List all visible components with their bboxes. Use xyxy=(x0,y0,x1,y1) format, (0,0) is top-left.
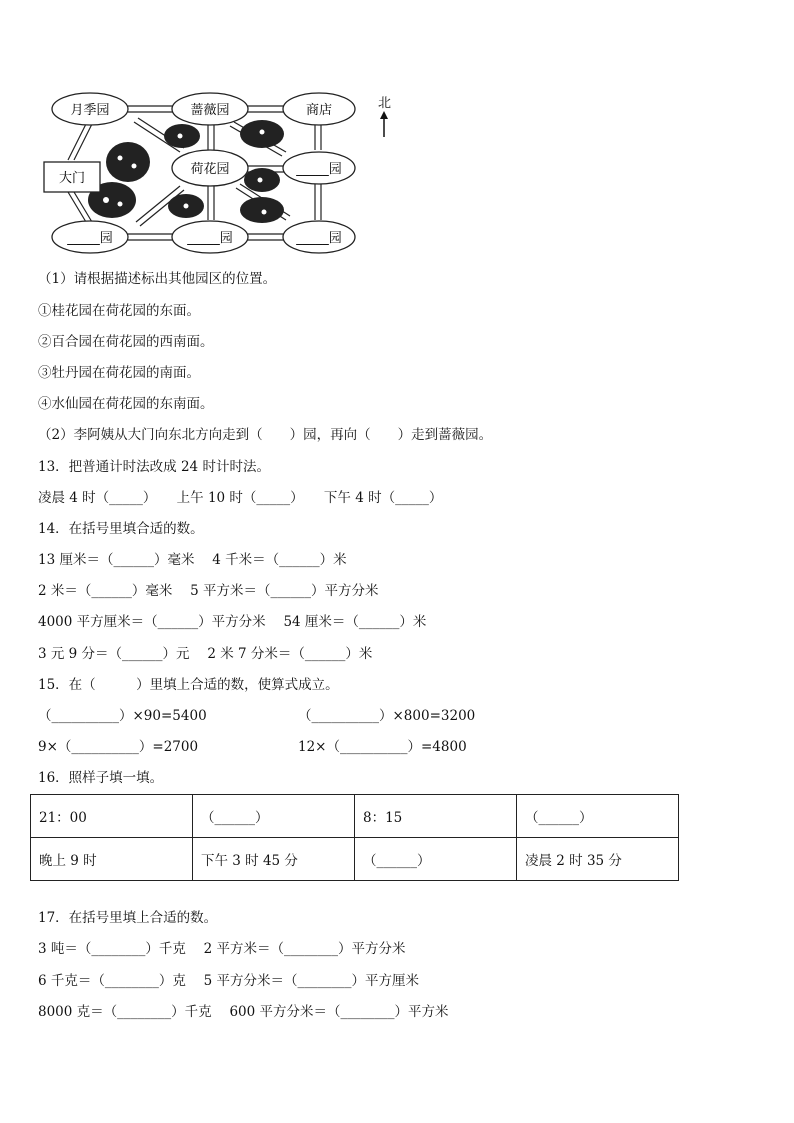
garden-shop: 商店 xyxy=(305,103,333,118)
table-cell: 21：00 xyxy=(31,795,193,838)
q17-title: 17．在括号里填上合适的数。 xyxy=(38,910,218,926)
table-row xyxy=(31,795,679,838)
garden-yueji: 月季园 xyxy=(70,103,110,118)
garden-blank-southeast: _____园 xyxy=(296,231,342,246)
table-row xyxy=(31,838,679,881)
north-label: 北 xyxy=(378,96,392,111)
table-cell: 下午 3 时 45 分 xyxy=(193,838,355,881)
q12-clue4: ④水仙园在荷花园的东南面。 xyxy=(38,396,214,412)
q12-clue3: ③牡丹园在荷花园的南面。 xyxy=(38,365,200,381)
q12-part2: （2）李阿姨从大门向东北方向走到（ ）园，再向（ ）走到蔷薇园。 xyxy=(38,427,493,443)
q17-line3: 8000 克＝（________）千克 600 平方分米＝（________）平方米 xyxy=(38,1004,449,1020)
q15-eq-c: 9×（__________）=2700 xyxy=(38,739,199,755)
garden-hehua: 荷花园 xyxy=(190,162,230,177)
q12-clue1: ①桂花园在荷花园的东面。 xyxy=(38,303,200,319)
table-cell: 晚上 9 时 xyxy=(31,838,193,881)
garden-blank-south: _____园 xyxy=(187,231,233,246)
table-cell: 凌晨 2 时 35 分 xyxy=(517,838,679,881)
q15-eq-b: （__________）×800=3200 xyxy=(298,708,476,724)
table-cell: （______） xyxy=(355,838,517,881)
table-cell: （______） xyxy=(517,795,679,838)
q14-line2: 2 米＝（______）毫米 5 平方米＝（______）平方分米 xyxy=(38,583,379,599)
q12-clue2: ②百合园在荷花园的西南面。 xyxy=(38,334,214,350)
q14-line4: 3 元 9 分＝（______）元 2 米 7 分米＝（______）米 xyxy=(38,646,373,662)
north-indicator xyxy=(378,92,391,141)
q12-part1: （1）请根据描述标出其他园区的位置。 xyxy=(38,271,277,287)
q13-title: 13．把普通计时法改成 24 时计时法。 xyxy=(38,459,270,475)
q16-table xyxy=(30,794,679,881)
q13-line: 凌晨 4 时（_____） 上午 10 时（_____） 下午 4 时（_____） xyxy=(38,490,443,506)
q14-line3: 4000 平方厘米＝（______）平方分米 54 厘米＝（______）米 xyxy=(38,614,427,630)
garden-blank-southwest: _____园 xyxy=(67,231,113,246)
q14-title: 14．在括号里填合适的数。 xyxy=(38,521,204,537)
gate-label: 大门 xyxy=(58,171,86,186)
q15-eq-d: 12×（__________）=4800 xyxy=(298,739,467,755)
q14-line1: 13 厘米＝（______）毫米 4 千米＝（______）米 xyxy=(38,552,347,568)
q15-title: 15．在（ ）里填上合适的数，使算式成立。 xyxy=(38,677,339,693)
north-arrow-icon xyxy=(378,111,390,137)
garden-blank-east: _____园 xyxy=(296,162,342,177)
table-cell: 8：15 xyxy=(355,795,517,838)
q17-line1: 3 吨＝（________）千克 2 平方米＝（________）平方分米 xyxy=(38,941,406,957)
table-cell: （______） xyxy=(193,795,355,838)
q17-line2: 6 千克＝（________）克 5 平方分米＝（________）平方厘米 xyxy=(38,973,420,989)
q16-title: 16．照样子填一填。 xyxy=(38,770,164,786)
q15-eq-a: （__________）×90=5400 xyxy=(38,708,207,724)
garden-qiangwei: 蔷薇园 xyxy=(190,103,230,118)
garden-map xyxy=(40,88,370,258)
